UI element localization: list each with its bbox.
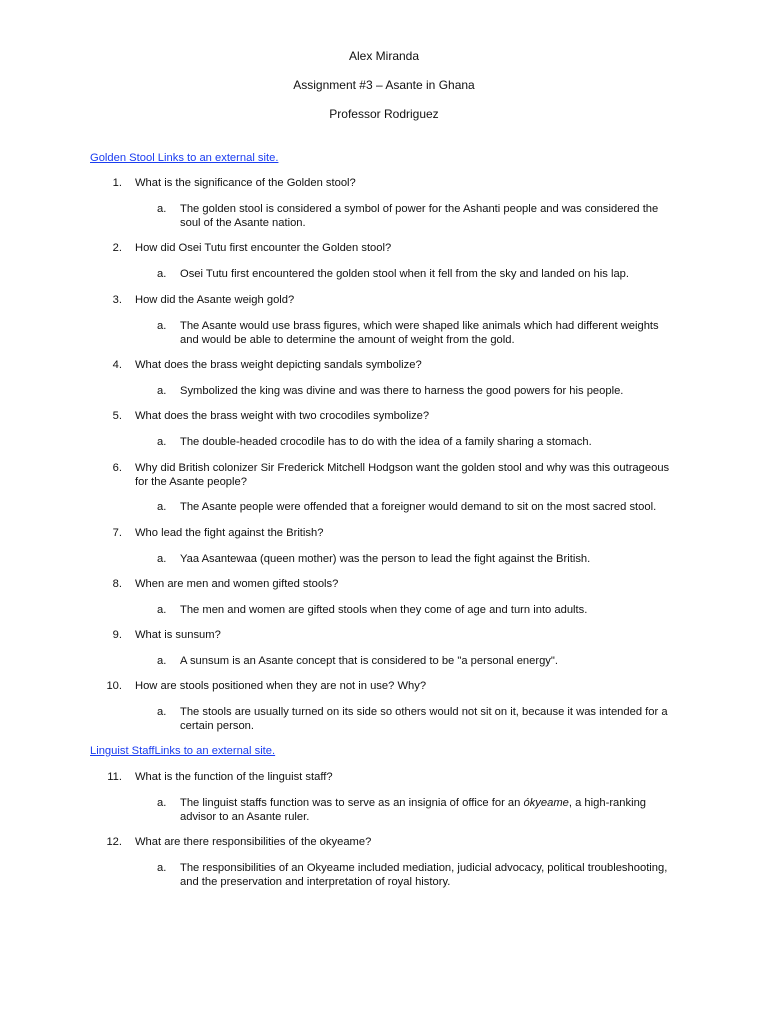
question-text: What does the brass weight depicting sandals symbolize? (135, 359, 422, 371)
answer-text: The double-headed crocodile has to do with the idea of a family sharing a stomach. (180, 436, 592, 448)
answer-text: Yaa Asantewaa (queen mother) was the person to lead the fight against the British. (180, 553, 591, 565)
answer-letter: a. (157, 501, 167, 513)
answer-text: The responsibilities of an Okyeame included mediation, judicial advocacy, political troubleshooting, and the preservation and interpretation of royal history. (180, 862, 668, 888)
answer-text: The Asante would use brass figures, which were shaped like animals which had different weights and would be able to determine the amount of weight from the gold. (180, 320, 659, 346)
question-number: 10. (106, 680, 122, 692)
question-text: What are there responsibilities of the okyeame? (135, 836, 372, 848)
answer-text: The golden stool is considered a symbol of power for the Ashanti people and was considered the soul of the Asante nation. (180, 203, 659, 229)
question-number: 11. (107, 771, 122, 783)
question-number: 4. (112, 359, 122, 371)
answer-letter: a. (157, 604, 167, 616)
answer-letter: a. (157, 655, 167, 667)
question-number: 8. (112, 578, 122, 590)
answer-text: Osei Tutu first encountered the golden stool when it fell from the sky and landed on his lap. (180, 268, 630, 280)
answer-letter: a. (157, 320, 167, 332)
question-number: 1. (112, 177, 122, 189)
question-text: How did the Asante weigh gold? (135, 294, 295, 306)
question-text: What is the function of the linguist staff? (135, 771, 333, 783)
question-text: How are stools positioned when they are not in use? Why? (135, 680, 427, 692)
author-name: Alex Miranda (348, 49, 420, 63)
question-number: 7. (112, 527, 122, 539)
question-number: 3. (112, 294, 122, 306)
question-text: What is the significance of the Golden stool? (135, 177, 356, 189)
answer-text: A sunsum is an Asante concept that is considered to be "a personal energy". (180, 655, 558, 667)
okyeame-term: ókyeame (523, 797, 569, 809)
question-text: Who lead the fight against the British? (135, 527, 324, 539)
question-number: 12. (106, 836, 122, 848)
answer-text: Symbolized the king was divine and was there to harness the good powers for his people. (180, 385, 624, 397)
answer-letter: a. (157, 706, 167, 718)
professor-name: Professor Rodriguez (329, 107, 439, 121)
answer-letter: a. (157, 862, 167, 874)
question-text: What does the brass weight with two crocodiles symbolize? (135, 410, 430, 422)
answer-letter: a. (157, 203, 167, 215)
answer-letter: a. (157, 553, 167, 565)
answer-letter: a. (157, 436, 167, 448)
question-text: When are men and women gifted stools? (135, 578, 339, 590)
question-text: What is sunsum? (135, 629, 221, 641)
answer-text-part: , a high-ranking advisor to an Asante ruler. (180, 797, 647, 823)
question-number: 9. (112, 629, 122, 641)
answer-text: The men and women are gifted stools when they come of age and turn into adults. (180, 604, 588, 616)
question-text: Why did British colonizer Sir Frederick Mitchell Hodgson want the golden stool and why was this outrageous for the Asante people? (135, 462, 670, 488)
golden-stool-link[interactable]: Golden Stool Links to an external site. (90, 152, 279, 164)
question-number: 6. (112, 462, 122, 474)
linguist-staff-link[interactable]: Linguist StaffLinks to an external site. (90, 745, 276, 757)
assignment-title: Assignment #3 – Asante in Ghana (293, 78, 475, 92)
answer-letter: a. (157, 797, 167, 809)
question-number: 2. (112, 242, 122, 254)
answer-letter: a. (157, 385, 167, 397)
answer-text: The Asante people were offended that a foreigner would demand to sit on the most sacred stool. (180, 501, 657, 513)
answer-letter: a. (157, 268, 167, 280)
answer-text-part: The linguist staffs function was to serve as an insignia of office for an (180, 797, 524, 809)
question-number: 5. (112, 410, 122, 422)
question-text: How did Osei Tutu first encounter the Golden stool? (135, 242, 392, 254)
answer-text (180, 797, 680, 824)
answer-text: The stools are usually turned on its side so others would not sit on it, because it was intended for a certain person. (180, 706, 668, 732)
